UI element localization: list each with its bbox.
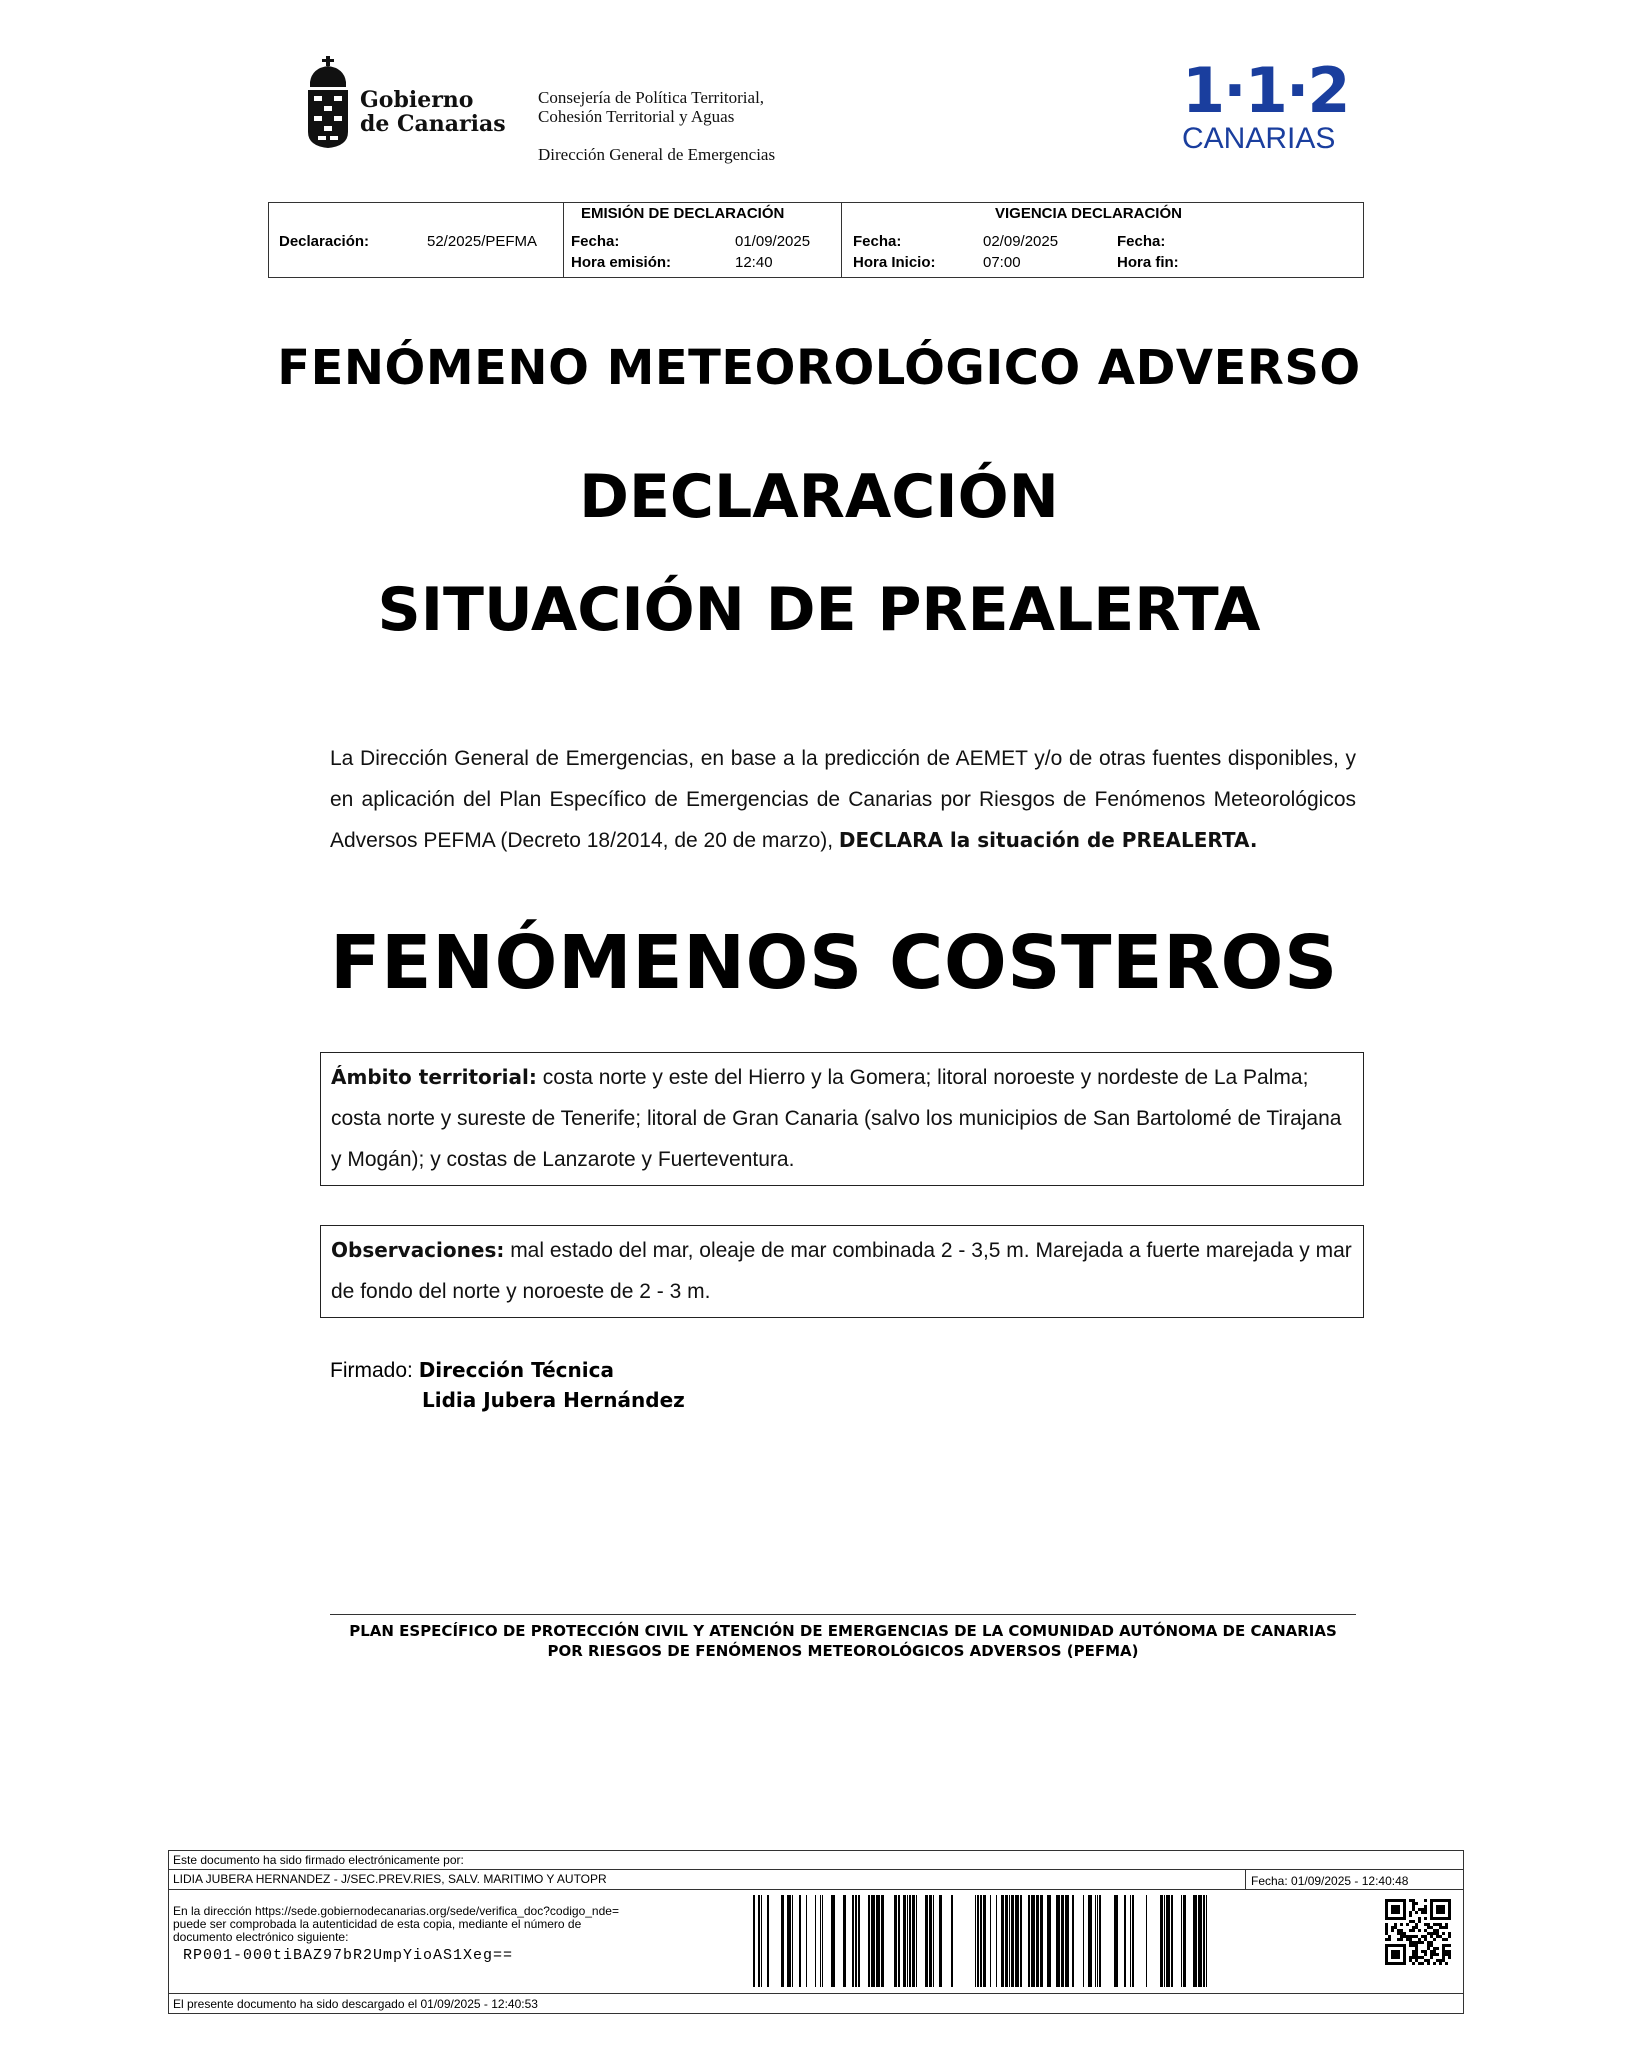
signer-name: LIDIA JUBERA HERNANDEZ - J/SEC.PREV.RIES, SALV. MARITIMO Y AUTOPR [173,1872,607,1886]
emision-fecha-label: Fecha: [571,233,620,250]
electronic-signature-block [168,1850,1464,2014]
logo-112-text: CANARIAS [1182,122,1336,155]
sig-divider [169,1869,1463,1870]
paragraph-text: La Dirección General de Emergencias, en base a la predicción de AEMET y/o de otras fuentes disponibles, y en aplicación del Plan Específico de Emergencias de Canarias por Riesgos de Fenómenos Meteorológicos Adversos PEFMA (Decreto 18/2014, de 20 de marzo), [330,747,1356,852]
sig-divider [1245,1869,1246,1889]
hora-fin-label: Hora fin: [1117,254,1179,271]
document-title: FENÓMENO METEOROLÓGICO ADVERSO [277,340,1361,396]
sig-divider [169,1993,1463,1994]
firmado-name: Lidia Jubera Hernández [422,1388,685,1412]
consejeria-line2: Cohesión Territorial y Aguas [538,107,735,126]
plan-line1: PLAN ESPECÍFICO DE PROTECCIÓN CIVIL Y ATENCIÓN DE EMERGENCIAS DE LA COMUNIDAD AUTÓNOMA DE CANARIAS [349,1622,1337,1640]
observaciones-box [320,1225,1364,1318]
qr-code [1385,1899,1451,1965]
hora-inicio-value: 07:00 [983,254,1021,271]
firmado-label: Firmado: [330,1359,413,1382]
signed-by-label: Este documento ha sido firmado electrónicamente por: [173,1853,464,1867]
consejeria [538,88,764,126]
hora-emision-value: 12:40 [735,254,773,271]
table-divider [841,203,842,277]
ambito-territorial-box [320,1052,1364,1186]
firmado-line [330,1355,614,1386]
observaciones-text: mal estado del mar, oleaje de mar combinada 2 - 3,5 m. Marejada a fuerte marejada y mar de fondo del norte y noroeste de 2 - 3 m. [331,1239,1352,1303]
government-name-line1: Gobierno [360,87,474,113]
direccion-general: Dirección General de Emergencias [538,145,776,164]
gobierno-de-canarias-logo [304,54,352,150]
barcode [751,1895,1211,1987]
paragraph-bold-text: DECLARA la situación de PREALERTA. [838,828,1258,852]
signed-date: Fecha: 01/09/2025 - 12:40:48 [1251,1874,1409,1888]
emision-fecha-value: 01/09/2025 [735,233,811,250]
situation-heading: SITUACIÓN DE PREALERTA [377,575,1261,645]
vigencia-fecha-label: Fecha: [853,233,902,250]
plan-divider [330,1614,1356,1615]
logo-112-number: 1·1·2 [1182,54,1349,127]
plan-line2: POR RIESGOS DE FENÓMENOS METEOROLÓGICOS ADVERSOS (PEFMA) [547,1642,1139,1660]
ambito-label: Ámbito territorial: [331,1065,537,1089]
emision-header: EMISIÓN DE DECLARACIÓN [581,205,785,222]
declaration-heading: DECLARACIÓN [579,462,1059,532]
phenomenon-title: FENÓMENOS COSTEROS [330,920,1338,1006]
government-name [360,88,506,136]
downloaded-text: El presente documento ha sido descargado el 01/09/2025 - 12:40:53 [173,1997,538,2011]
observaciones-label: Observaciones: [331,1238,505,1262]
qr-code-icon [1385,1899,1451,1965]
declaration-paragraph [330,738,1356,861]
hora-emision-label: Hora emisión: [571,254,672,271]
hora-inicio-label: Hora Inicio: [853,254,936,271]
vigencia-header: VIGENCIA DECLARACIÓN [995,205,1182,222]
plan-footer [300,1621,1386,1661]
consejeria-line1: Consejería de Política Territorial, [538,88,765,107]
declaracion-value: 52/2025/PEFMA [427,233,538,250]
vigencia-fecha-value: 02/09/2025 [983,233,1059,250]
table-divider [563,203,564,277]
logo-112-canarias [1182,54,1349,158]
verify-line2: puede ser comprobada la autenticidad de esta copia, mediante el número de [173,1917,582,1931]
fecha-fin-label: Fecha: [1117,233,1166,250]
sig-divider [169,1889,1463,1890]
firmado-role: Dirección Técnica [418,1358,614,1382]
government-name-line2: de Canarias [360,111,506,137]
verify-line3: documento electrónico siguiente: [173,1930,349,1944]
ambito-text: costa norte y este del Hierro y la Gomera; litoral noroeste y nordeste de La Palma; costa norte y sureste de Tenerife; litoral de Gran Canaria (salvo los municipios de San Bartolomé de Tirajana y Mogán); y costas de Lanzarote y Fuerteventura. [331,1066,1342,1171]
declaration-info-table [268,202,1364,278]
document-code: RP001-000tiBAZ97bR2UmpYioAS1Xeg== [183,1947,514,1964]
barcode-icon [751,1895,1211,1987]
coat-of-arms-icon [304,54,352,150]
declaracion-label: Declaración: [279,233,370,250]
verify-line1: En la dirección https://sede.gobiernodecanarias.org/sede/verifica_doc?codigo_nde= [173,1904,619,1918]
